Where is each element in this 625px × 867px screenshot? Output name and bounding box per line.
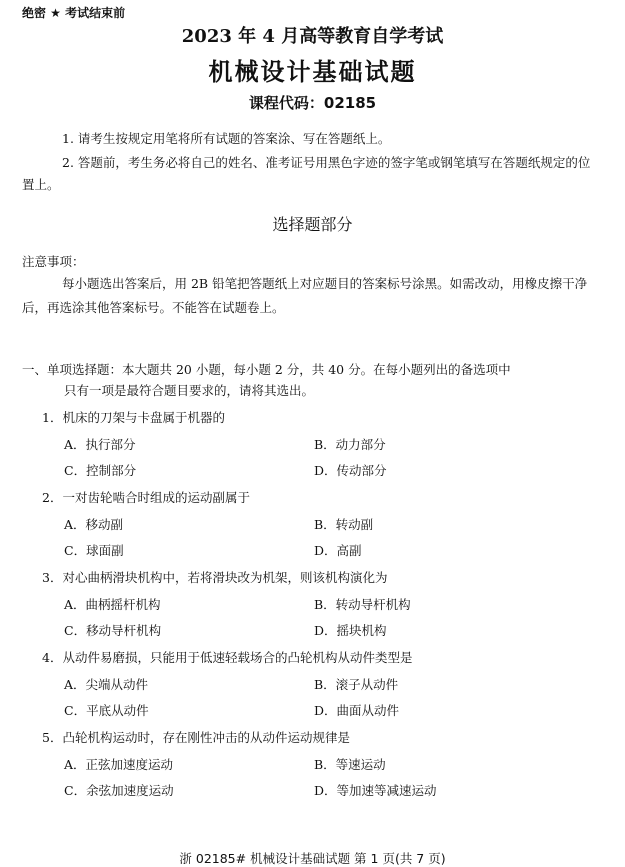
question-1-option-c: C．控制部分 xyxy=(64,463,137,478)
question-5-option-b: B．等速运动 xyxy=(314,757,386,772)
exam-title: 2023 年 4 月高等教育自学考试 xyxy=(181,26,444,47)
page-footer: 浙 02185# 机械设计基础试题 第 1 页(共 7 页) xyxy=(179,851,446,866)
question-5-option-a: A．正弦加速度运动 xyxy=(64,757,174,772)
question-2-option-d: D．高副 xyxy=(314,543,362,558)
subject-title: 机械设计基础试题 xyxy=(208,58,417,86)
question-3-option-d: D．摇块机构 xyxy=(314,623,387,638)
notes-label: 注意事项： xyxy=(22,254,85,269)
question-1-option-a: A．执行部分 xyxy=(64,437,136,452)
question-5-option-c: C．余弦加速度运动 xyxy=(64,783,174,798)
course-code: 课程代码：02185 xyxy=(248,94,377,112)
part-title-continued: 只有一项是最符合题目要求的，请将其选出。 xyxy=(64,383,315,398)
section-title: 选择题部分 xyxy=(272,215,353,234)
question-2-option-c: C．球面副 xyxy=(64,543,124,558)
question-5-stem: 5．凸轮机构运动时，存在刚性冲击的从动件运动规律是 xyxy=(42,730,350,745)
question-2-stem: 2．一对齿轮啮合时组成的运动副属于 xyxy=(42,490,250,505)
notes-text: 每小题选出答案后，用 2B 铅笔把答题纸上对应题目的答案标号涂黑。如需改动，用橡皮擦干净后，再选涂其他答案标号。不能答在试题卷上。 xyxy=(22,276,588,315)
confidential-mark: 绝密 ★ 考试结束前 xyxy=(22,6,126,20)
instruction-2: 2. 答题前，考生务必将自己的姓名、准考证号用黑色字迹的签字笔或钢笔填写在答题纸规定的位置上。 xyxy=(22,155,591,192)
question-2-option-a: A．移动副 xyxy=(64,517,124,532)
question-3-option-b: B．转动导杆机构 xyxy=(314,597,411,612)
question-3-option-c: C．移动导杆机构 xyxy=(64,623,162,638)
question-4-stem: 4．从动件易磨损，只能用于低速轻载场合的凸轮机构从动件类型是 xyxy=(42,650,413,665)
instruction-1: 1. 请考生按规定用笔将所有试题的答案涂、写在答题纸上。 xyxy=(62,131,391,146)
question-3-stem: 3．对心曲柄滑块机构中，若将滑块改为机架，则该机构演化为 xyxy=(42,570,388,585)
part-title: 一、单项选择题：本大题共 20 小题，每小题 2 分，共 40 分。在每小题列出的备选项中 xyxy=(22,362,511,377)
question-1-stem: 1．机床的刀架与卡盘属于机器的 xyxy=(42,410,225,425)
question-3-option-a: A．曲柄摇杆机构 xyxy=(64,597,161,612)
question-4-option-c: C．平底从动件 xyxy=(64,703,149,718)
question-1-option-b: B．动力部分 xyxy=(314,437,386,452)
question-5-option-d: D．等加速等减速运动 xyxy=(314,783,437,798)
question-4-option-d: D．曲面从动件 xyxy=(314,703,400,718)
question-2-option-b: B．转动副 xyxy=(314,517,374,532)
question-4-option-b: B．滚子从动件 xyxy=(314,677,399,692)
question-4-option-a: A．尖端从动件 xyxy=(64,677,149,692)
question-1-option-d: D．传动部分 xyxy=(314,463,387,478)
